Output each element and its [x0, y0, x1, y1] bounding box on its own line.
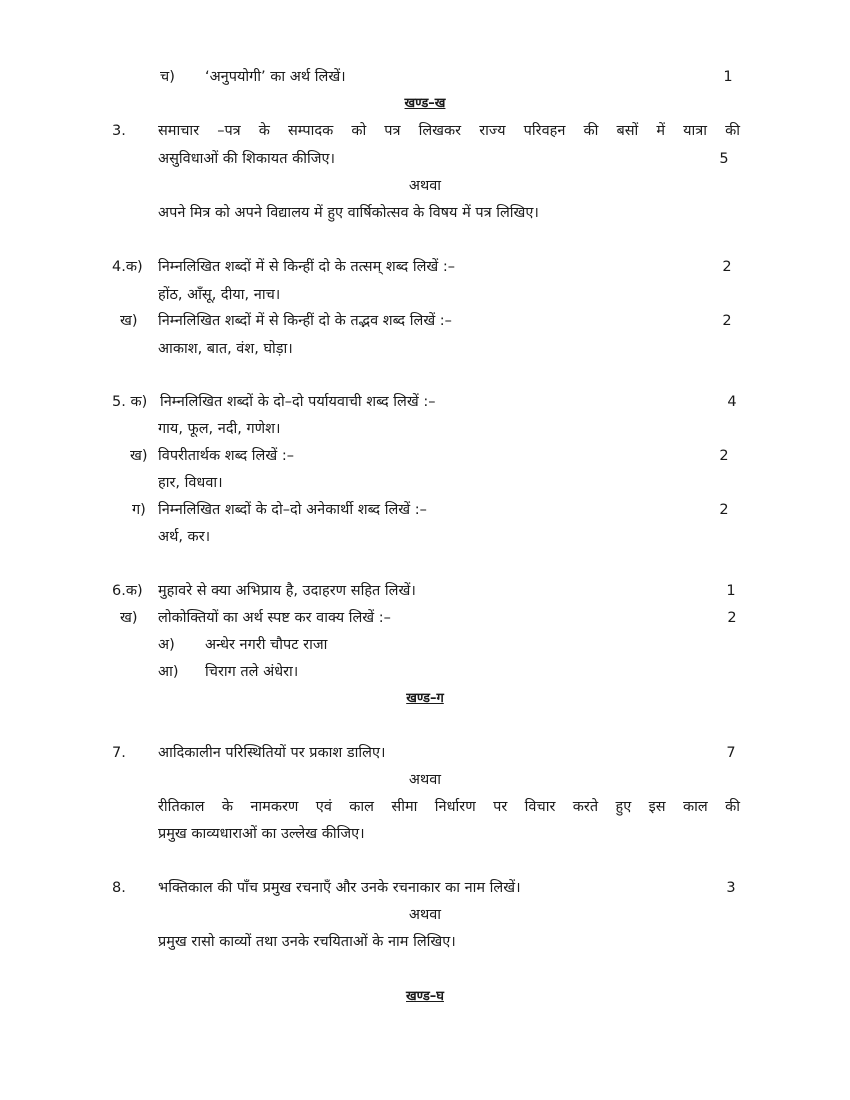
- section-heading-ga: खण्ड–ग: [406, 691, 444, 706]
- q7-alternative-line1: रीतिकाल के नामकरण एवं काल सीमा निर्धारण पर विचार करते हुए इस काल की: [158, 799, 740, 815]
- q4b-marks: 2: [722, 313, 732, 329]
- q4b-label: ख): [120, 313, 138, 329]
- q4b-words: आकाश, बात, वंश, घोड़ा।: [158, 341, 293, 357]
- q6a-marks: 1: [726, 583, 736, 599]
- q5b-label: ख): [130, 448, 148, 464]
- q3-number: 3.: [112, 123, 126, 139]
- q8-number: 8.: [112, 880, 126, 896]
- q4b-text: निम्नलिखित शब्दों में से किन्हीं दो के तद्भव शब्द लिखें :–: [158, 313, 452, 329]
- q5b-text: विपरीतार्थक शब्द लिखें :–: [158, 448, 294, 464]
- q3-line1: समाचार –पत्र के सम्पादक को पत्र लिखकर राज्य परिवहन की बसों में यात्रा की: [158, 123, 740, 139]
- q6a-label: 6.क): [112, 583, 143, 599]
- q4a-label: 4.क): [112, 259, 143, 275]
- section-heading-gha: खण्ड–घ: [406, 989, 444, 1004]
- q3-marks: 5: [719, 151, 729, 167]
- q6b-sub2-label: आ): [158, 664, 179, 680]
- q7-text: आदिकालीन परिस्थितियों पर प्रकाश डालिए।: [158, 745, 386, 761]
- q6b-label: ख): [120, 610, 138, 626]
- q2-ch-marks: 1: [723, 69, 733, 85]
- q6b-text: लोकोक्तियों का अर्थ स्पष्ट कर वाक्य लिखें :–: [158, 610, 391, 626]
- q4a-marks: 2: [722, 259, 732, 275]
- section-heading-kha: खण्ड–ख: [404, 96, 446, 111]
- q7-number: 7.: [112, 745, 126, 761]
- q4a-words: होंठ, आँसू, दीया, नाच।: [158, 287, 281, 303]
- q5c-text: निम्नलिखित शब्दों के दो–दो अनेकार्थी शब्द लिखें :–: [158, 502, 427, 518]
- q7-or: अथवा: [408, 772, 442, 788]
- q3-alternative: अपने मित्र को अपने विद्यालय में हुए वार्षिकोत्सव के विषय में पत्र लिखिए।: [158, 205, 539, 221]
- q5c-marks: 2: [719, 502, 729, 518]
- q2-ch-label: च): [160, 69, 175, 85]
- q5c-label: ग): [132, 502, 146, 518]
- q8-alternative: प्रमुख रासो काव्यों तथा उनके रचयिताओं के नाम लिखिए।: [158, 934, 456, 950]
- q6b-marks: 2: [727, 610, 737, 626]
- q6b-sub1-label: अ): [158, 637, 175, 653]
- q7-marks: 7: [726, 745, 736, 761]
- q2-ch-text: ‘अनुपयोगी’ का अर्थ लिखें।: [205, 69, 346, 85]
- q6b-sub2-text: चिराग तले अंधेरा।: [205, 664, 299, 680]
- q5b-marks: 2: [719, 448, 729, 464]
- q8-marks: 3: [726, 880, 736, 896]
- q6a-text: मुहावरे से क्या अभिप्राय है, उदाहरण सहित लिखें।: [158, 583, 416, 599]
- q6b-sub1-text: अन्धेर नगरी चौपट राजा: [205, 637, 328, 653]
- q3-line2: असुविधाओं की शिकायत कीजिए।: [158, 151, 336, 167]
- q3-or: अथवा: [408, 178, 442, 194]
- q5a-marks: 4: [727, 394, 737, 410]
- q5a-words: गाय, फूल, नदी, गणेश।: [158, 421, 281, 437]
- q5a-text: निम्नलिखित शब्दों के दो–दो पर्यायवाची शब्द लिखें :–: [160, 394, 436, 410]
- q4a-text: निम्नलिखित शब्दों में से किन्हीं दो के तत्सम् शब्द लिखें :–: [158, 259, 456, 275]
- q5a-label: 5. क): [112, 394, 148, 410]
- q5b-words: हार, विधवा।: [158, 475, 223, 491]
- q8-or: अथवा: [408, 907, 442, 923]
- q7-alternative-line2: प्रमुख काव्यधाराओं का उल्लेख कीजिए।: [158, 826, 365, 842]
- q8-text: भक्तिकाल की पाँच प्रमुख रचनाएँ और उनके रचनाकार का नाम लिखें।: [158, 880, 521, 896]
- q5c-words: अर्थ, कर।: [158, 529, 211, 545]
